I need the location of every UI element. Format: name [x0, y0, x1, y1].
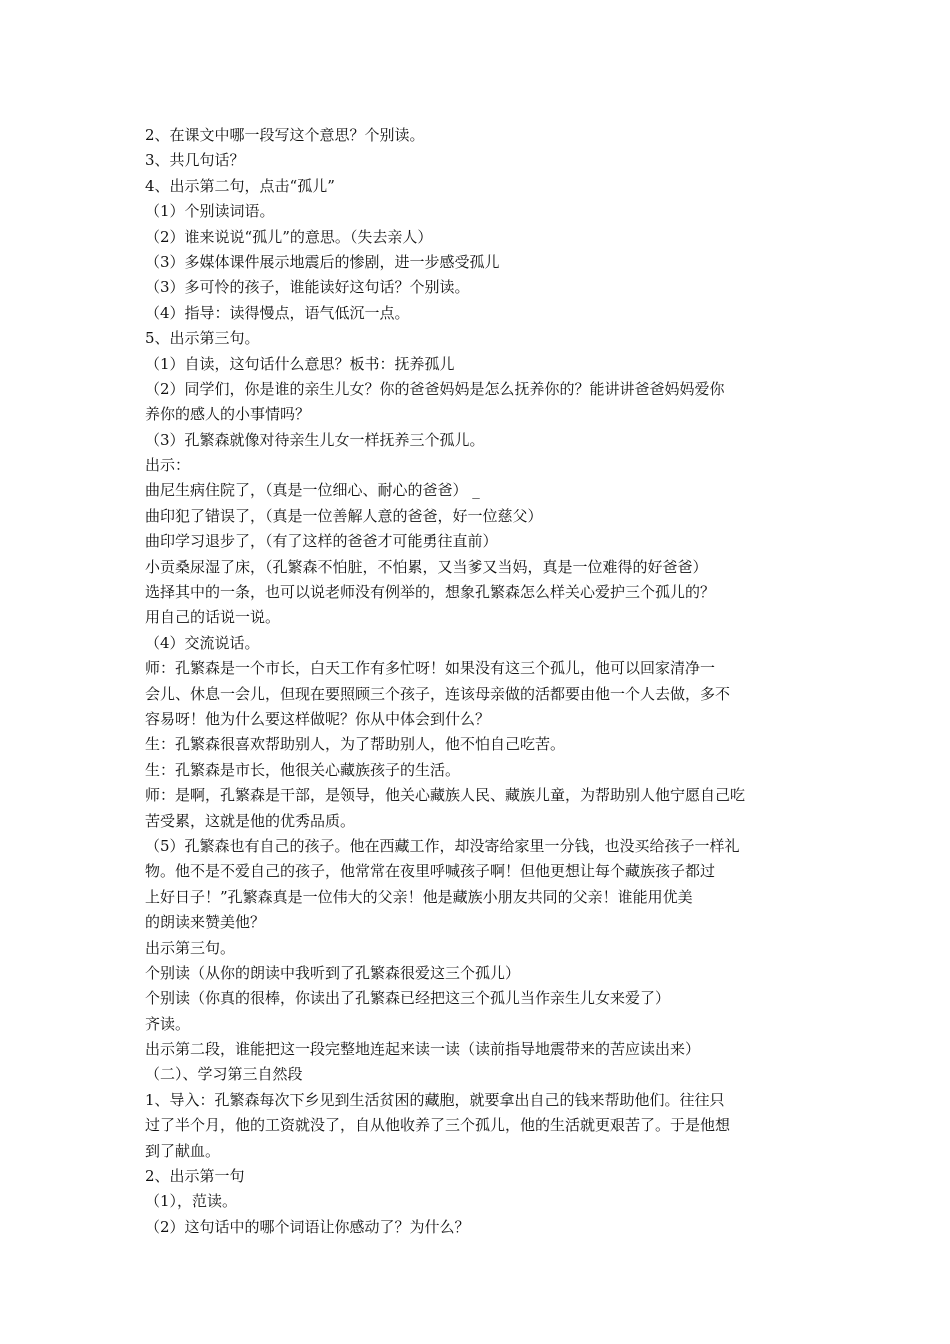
text-line: （4）指导：读得慢点，语气低沉一点。 — [145, 303, 410, 322]
text-line: 选择其中的一条，也可以说老师没有例举的，想象孔繁森怎么样关心爱护三个孤儿的？ — [145, 583, 716, 602]
text-line: 出示： — [145, 456, 191, 475]
text-line: 2、在课文中哪一段写这个意思？个别读。 — [145, 126, 425, 144]
text-line: 出示第二段，谁能把这一段完整地连起来读一读（读前指导地震带来的苦应读出来） — [145, 1040, 701, 1059]
text-line: （2）同学们，你是谁的亲生儿女？你的爸爸妈妈是怎么抚养你的？能讲讲爸爸妈妈爱你 — [145, 379, 725, 398]
text-line: （4）交流说话。 — [145, 633, 260, 652]
text-line: 到了献血。 — [145, 1141, 221, 1160]
text-line: 苦受累，这就是他的优秀品质。 — [145, 811, 356, 830]
text-line: （1），范读。 — [145, 1192, 238, 1211]
text-line: 用自己的话说一说。 — [145, 608, 281, 627]
text-line: 生：孔繁森是市长，他很关心藏族孩子的生活。 — [145, 760, 461, 779]
text-line: 容易呀！他为什么要这样做呢？你从中体会到什么？ — [145, 709, 491, 728]
text-line: 师：孔繁森是一个市长，白天工作有多忙呀！如果没有这三个孤儿，他可以回家清净一 — [145, 659, 716, 678]
text-line: 师：是啊，孔繁森是干部，是领导，他关心藏族人民、藏族儿童，为帮助别人他宁愿自己吃 — [145, 786, 746, 805]
text-line: 个别读（从你的朗读中我听到了孔繁森很爱这三个孤儿） — [145, 963, 521, 982]
text-line: 过了半个月，他的工资就没了，自从他收养了三个孤儿，他的生活就更艰苦了。于是他想 — [145, 1116, 731, 1135]
text-line: 3、共几句话？ — [145, 151, 245, 170]
text-line: （1）个别读词语。 — [145, 202, 275, 221]
text-line: 出示第三句。 — [145, 938, 236, 957]
text-line: 1、导入：孔繁森每次下乡见到生活贫困的藏胞，就要拿出自己的钱来帮助他们。往往只 — [145, 1090, 725, 1109]
text-line: （2）谁来说说“孤儿”的意思。（失去亲人） — [145, 227, 433, 246]
text-line: 生：孔繁森很喜欢帮助别人，为了帮助别人，他不怕自己吃苦。 — [145, 735, 566, 754]
text-line: 2、出示第一句 — [145, 1167, 245, 1186]
text-line: 会儿、休息一会儿，但现在要照顾三个孩子，连该母亲做的活都要由他一个人去做，多不 — [145, 684, 731, 703]
text-line: （二）、学习第三自然段 — [145, 1065, 303, 1084]
text-line: （3）多可怜的孩子，谁能读好这句话？个别读。 — [145, 278, 470, 297]
text-line: 小贡桑尿湿了床，（孔繁森不怕脏，不怕累，又当爹又当妈，真是一位难得的好爸爸） — [145, 557, 708, 576]
text-line: 曲尼生病住院了，（真是一位细心、耐心的爸爸） _ — [145, 481, 480, 500]
text-line: （3）孔繁森就像对待亲生儿女一样抚养三个孤儿。 — [145, 430, 485, 449]
text-line: 齐读。 — [145, 1014, 191, 1033]
text-line: 4、出示第二句，点击“孤儿” — [145, 176, 335, 195]
text-line: 物。他不是不爱自己的孩子，他常常在夜里呼喊孩子啊！但他更想让每个藏族孩子都过 — [145, 862, 716, 881]
text-line: （1）自读，这句话什么意思？板书：抚养孤儿 — [145, 354, 455, 373]
text-line: 的朗读来赞美他？ — [145, 913, 266, 932]
text-line: 曲印犯了错误了，（真是一位善解人意的爸爸，好一位慈父） — [145, 506, 543, 525]
text-line: 5、出示第三句。 — [145, 329, 260, 348]
text-line: （5）孔繁森也有自己的孩子。他在西藏工作，却没寄给家里一分钱，也没买给孩子一样礼 — [145, 836, 740, 855]
text-line: （3）多媒体课件展示地震后的惨剧，进一步感受孤儿 — [145, 252, 500, 271]
text-line: （2）这句话中的哪个词语让你感动了？为什么？ — [145, 1217, 470, 1236]
text-line: 曲印学习退步了，（有了这样的爸爸才可能勇往直前） — [145, 532, 498, 551]
text-line: 个别读（你真的很棒，你读出了孔繁森已经把这三个孤儿当作亲生儿女来爱了） — [145, 989, 671, 1008]
text-line: 上好日子！”孔繁森真是一位伟大的父亲！他是藏族小朋友共同的父亲！谁能用优美 — [145, 887, 693, 906]
document-body — [145, 123, 815, 1240]
text-line: 养你的感人的小事情吗？ — [145, 405, 311, 424]
